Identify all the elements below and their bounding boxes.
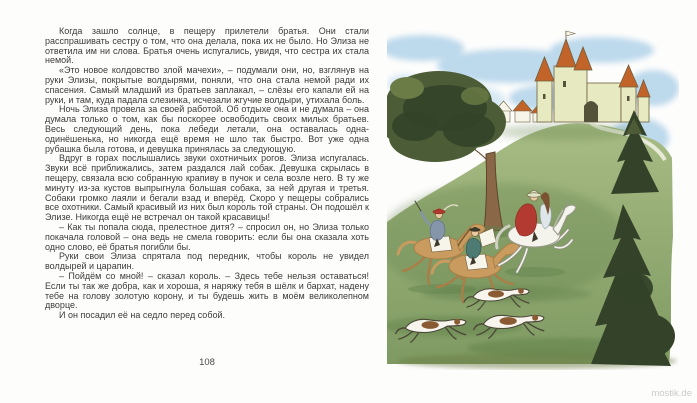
story-paragraph: Вдруг в горах послышались звуки охотничьих рогов. Элиза испугалась. Звуки всё приближались, затем раздался лай собак. Девушка скрылась в пещеру, связала всю собранную крапиву в пучок и села возле него. В ту же минуту из-за кустов выпрыгнула большая собака, за ней другая и третья. Собаки громко лаяли и бегали взад и вперёд. Скоро у пещеры собрались все охотники. Самый красивый из них был король той страны. Он подошёл к Элизе. Никогда ещё не встречал он такой красавицы! xyxy=(45,153,369,223)
story-paragraph: И он посадил её на седло перед собой. xyxy=(59,310,226,321)
page-number: 108 xyxy=(199,357,215,368)
horse-shadow xyxy=(505,267,565,277)
watermark: mostik.de xyxy=(651,388,692,399)
story-paragraph: Когда зашло солнце, в пещеру прилетели братья. Они стали расспрашивать сестру о том, что она делала, пока их не было. Но Элиза не ответила им ни слова. Братья очень испугались, увидя, что сестра их стала немой. xyxy=(45,26,369,66)
story-paragraph: «Это новое колдовство злой мачехи», – подумали они, но, взглянув на руки Элизы, покрытые волдырями, поняли, что она стала немой ради их спасения. Самый младший из братьев заплакал, – слёзы его капали ей на руки, и там, куда падала слезинка, исчезали жгучие волдыри, утихала боль. xyxy=(45,65,369,105)
story-paragraph: Руки свои Элиза спрятала под передник, чтобы король не увидел волдырей и царапин. xyxy=(45,251,369,272)
story-paragraph: – Как ты попала сюда, прелестное дитя? – спросил он, но Элиза только покачала головой – она ведь не смела говорить: если бы она сказала хоть одно слово, её братья погибли бы. xyxy=(45,221,369,252)
book-illustration xyxy=(387,26,679,370)
story-paragraph: – Пойдём со мной! – сказал король. – Здесь тебе нельзя оставаться! Если ты так же добра, как и хороша, я наряжу тебя в шёлк и бархат, надену тебе на голову золотую корону, и ты будешь жить в моём великолепном дворце. xyxy=(45,270,369,311)
story-text-column xyxy=(45,27,369,321)
story-paragraph: Ночь Элиза провела за своей работой. Об отдыхе она и не думала – она думала только о том, как бы поскорее освободить своих милых братьев. Весь следующий день, пока лебеди летали, она оставалась одна-одинёшенька, но никогда ещё время не шло так быстро. Вот уже одна рубашка была готова, и девушка принялась за следующую. xyxy=(45,104,369,154)
